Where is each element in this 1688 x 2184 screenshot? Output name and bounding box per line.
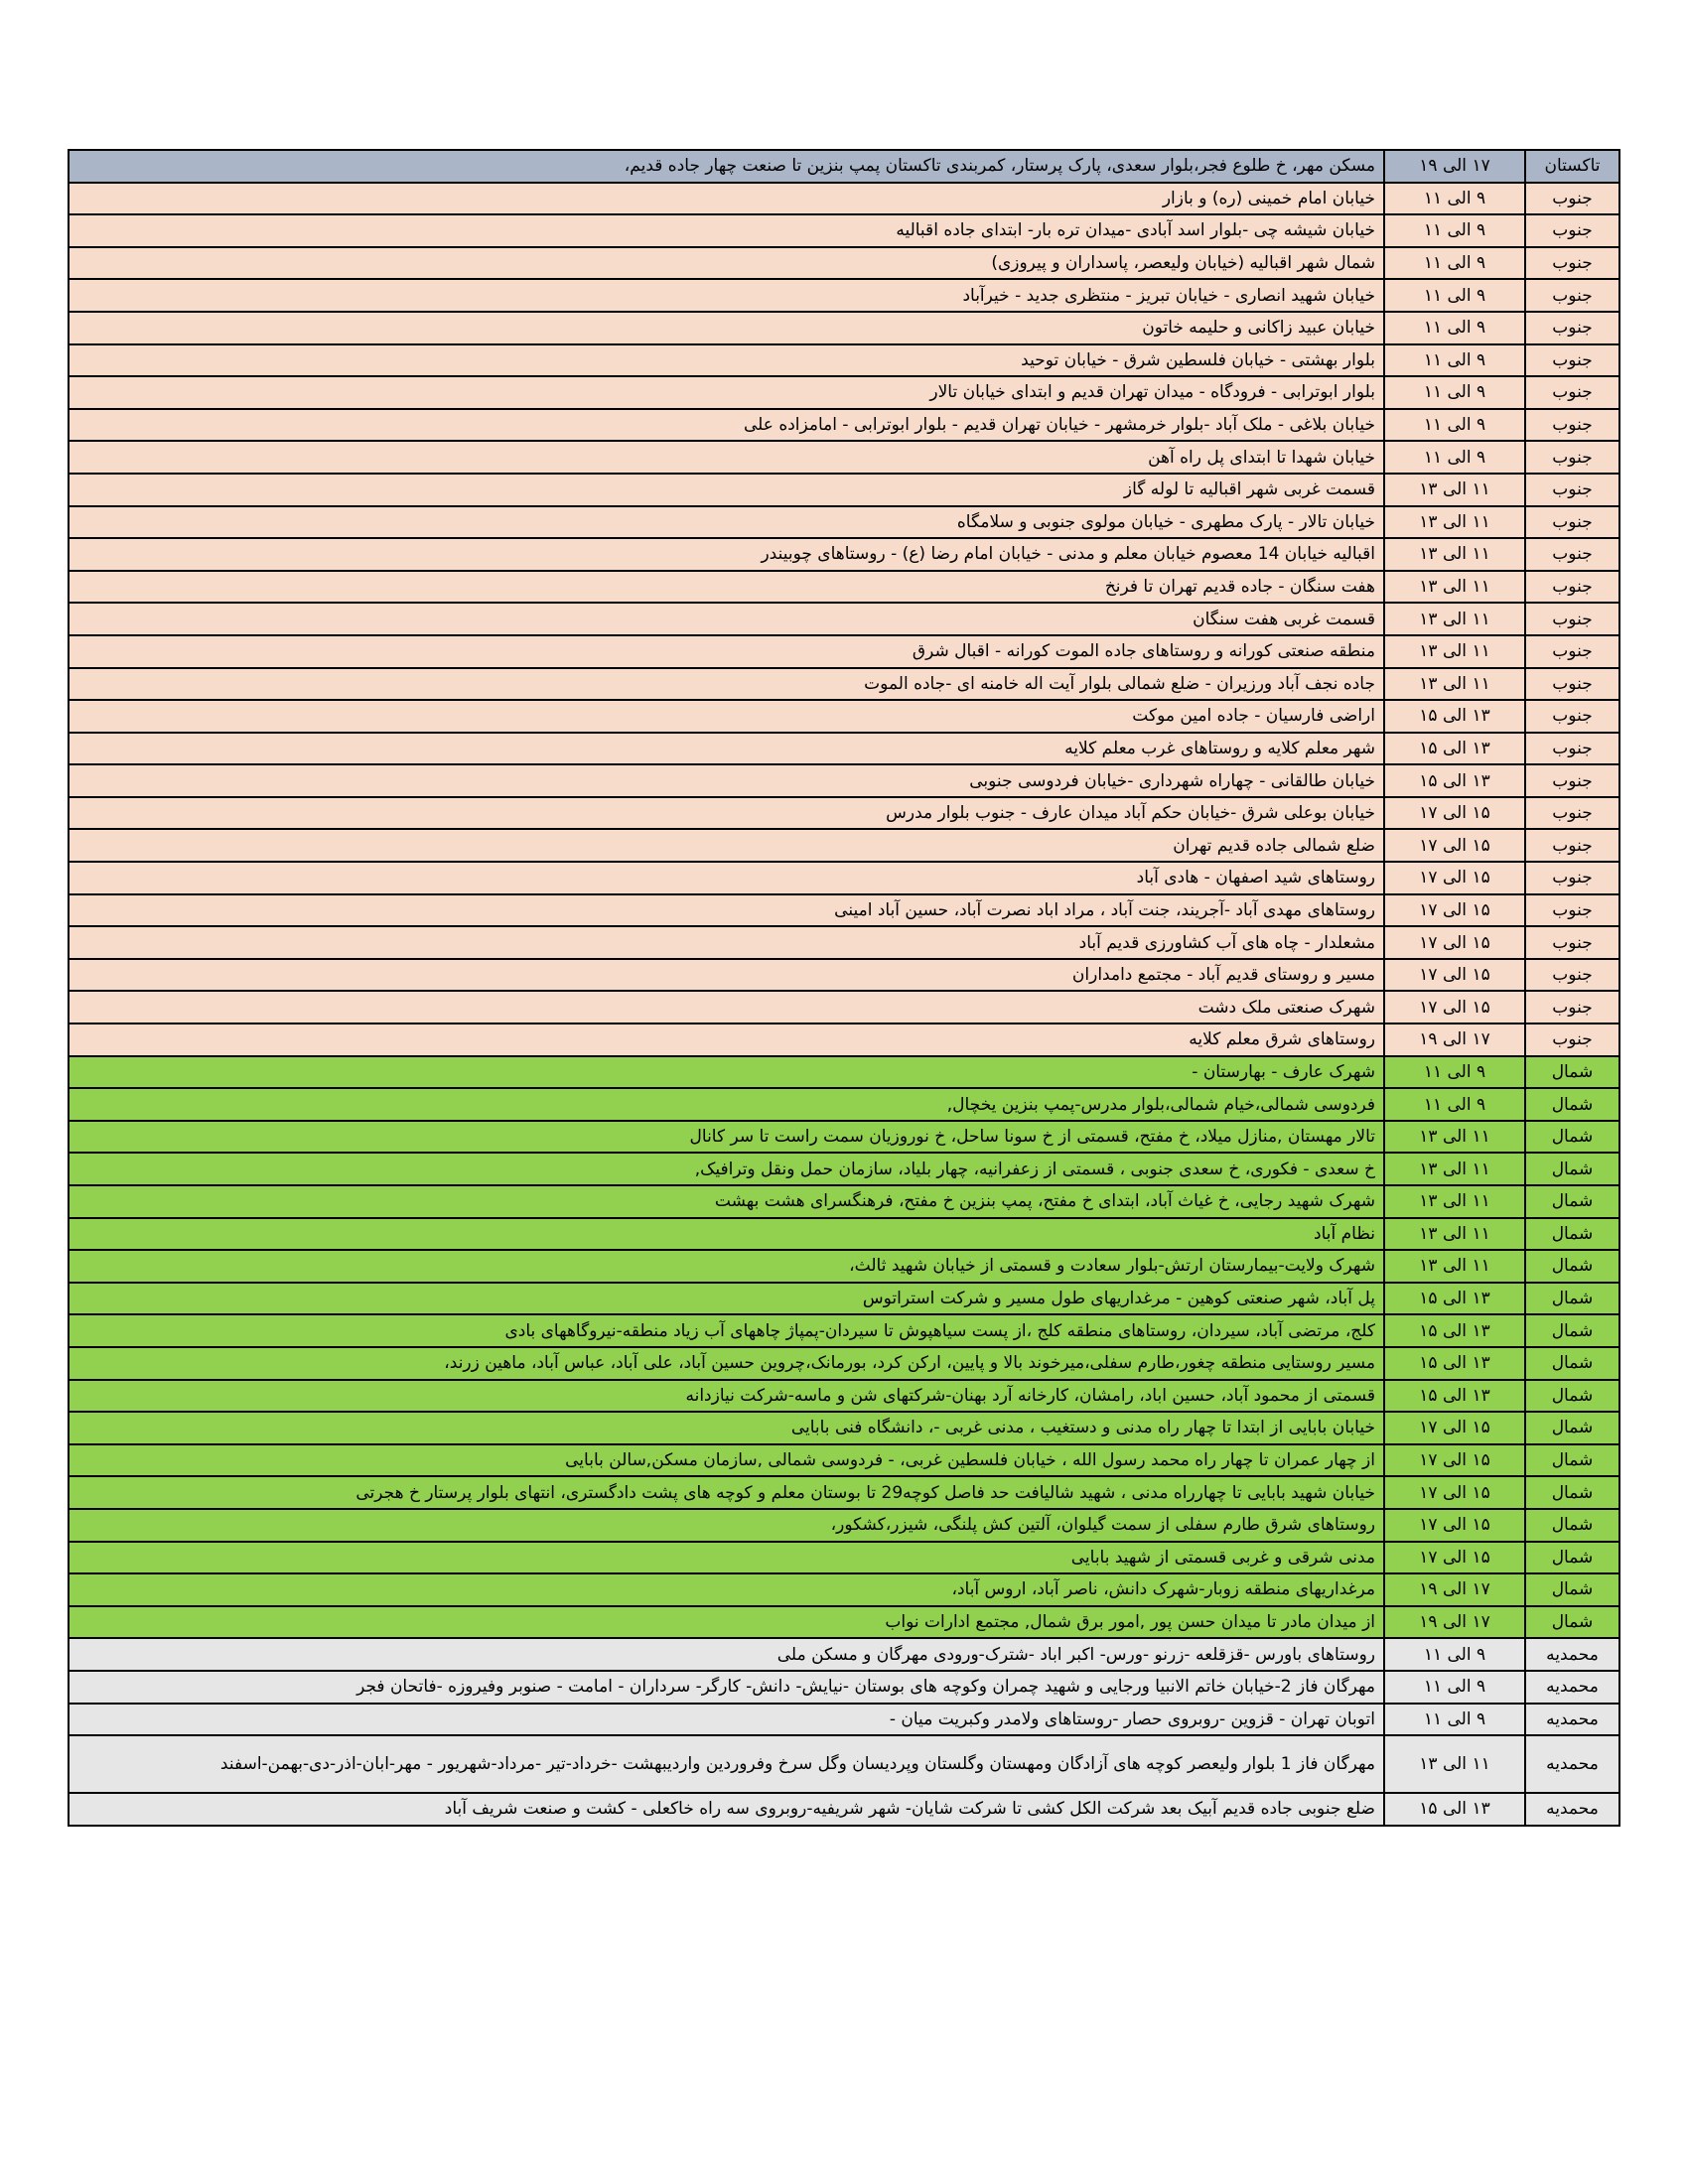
region-cell: شمال bbox=[1525, 1606, 1619, 1639]
time-cell: ۱۳ الی ۱۵ bbox=[1384, 1793, 1525, 1826]
region-cell: جنوب bbox=[1525, 733, 1619, 765]
region-cell: شمال bbox=[1525, 1476, 1619, 1509]
region-cell: جنوب bbox=[1525, 797, 1619, 830]
region-cell: جنوب bbox=[1525, 829, 1619, 862]
area-cell: خ سعدی - فکوری، خ سعدی جنوبی ، قسمتی از زعفرانیه، چهار بلیاد، سازمان حمل ونقل وترافیک, bbox=[69, 1153, 1384, 1185]
table-row bbox=[69, 894, 1619, 927]
area-cell: اراضی فارسیان - جاده امین موکت bbox=[69, 700, 1384, 733]
area-cell: اتوبان تهران - قزوین -روبروی حصار -روستاهای ولامدر وکبریت میان - bbox=[69, 1704, 1384, 1736]
region-cell: شمال bbox=[1525, 1185, 1619, 1218]
area-cell: خیابان بوعلی شرق -خیابان حکم آباد میدان عارف - جنوب بلوار مدرس bbox=[69, 797, 1384, 830]
area-cell: خیابان طالقانی - چهاراه شهرداری -خیابان فردوسی جنوبی bbox=[69, 764, 1384, 797]
time-cell: ۱۵ الی ۱۷ bbox=[1384, 862, 1525, 894]
region-cell: جنوب bbox=[1525, 700, 1619, 733]
region-cell: جنوب bbox=[1525, 538, 1619, 571]
area-cell: خیابان بابایی از ابتدا تا چهار راه مدنی و دستغیب ، مدنی غربی -، دانشگاه فنی بابایی bbox=[69, 1412, 1384, 1444]
region-cell: جنوب bbox=[1525, 862, 1619, 894]
table-row bbox=[69, 376, 1619, 409]
region-cell: جنوب bbox=[1525, 312, 1619, 344]
table-row bbox=[69, 1638, 1619, 1671]
area-cell: قسمت غربی هفت سنگان bbox=[69, 603, 1384, 635]
region-cell: جنوب bbox=[1525, 894, 1619, 927]
time-cell: ۱۳ الی ۱۵ bbox=[1384, 1380, 1525, 1413]
region-cell: شمال bbox=[1525, 1444, 1619, 1477]
time-cell: ۱۳ الی ۱۵ bbox=[1384, 1314, 1525, 1347]
region-cell: شمال bbox=[1525, 1347, 1619, 1380]
region-cell: شمال bbox=[1525, 1153, 1619, 1185]
area-cell: شهر معلم کلایه و روستاهای غرب معلم کلایه bbox=[69, 733, 1384, 765]
time-cell: ۱۱ الی ۱۳ bbox=[1384, 668, 1525, 701]
table-row bbox=[69, 1024, 1619, 1056]
time-cell: ۹ الی ۱۱ bbox=[1384, 312, 1525, 344]
time-cell: ۹ الی ۱۱ bbox=[1384, 1056, 1525, 1089]
area-cell: خیابان شهید بابایی تا چهارراه مدنی ، شهید شالیافت حد فاصل کوچه29 تا بوستان معلم و کوچه های پشت دادگستری، انتهای بلوار پرستار خ هجرتی bbox=[69, 1476, 1384, 1509]
area-cell: مسکن مهر، خ طلوع فجر،بلوار سعدی، پارک پرستار، کمربندی تاکستان پمپ بنزین تا صنعت چهار جاده قدیم، bbox=[69, 150, 1384, 183]
region-cell: محمدیه bbox=[1525, 1704, 1619, 1736]
table-row bbox=[69, 1573, 1619, 1606]
area-cell: جاده نجف آباد ورزیران - ضلع شمالی بلوار آیت اله خامنه ای -جاده الموت bbox=[69, 668, 1384, 701]
table-row bbox=[69, 506, 1619, 539]
table-row bbox=[69, 214, 1619, 247]
region-cell: جنوب bbox=[1525, 409, 1619, 442]
time-cell: ۹ الی ۱۱ bbox=[1384, 214, 1525, 247]
table-row bbox=[69, 1476, 1619, 1509]
time-cell: ۱۷ الی ۱۹ bbox=[1384, 1573, 1525, 1606]
time-cell: ۱۱ الی ۱۳ bbox=[1384, 1735, 1525, 1793]
table-row bbox=[69, 1542, 1619, 1574]
area-cell: منطقه صنعتی کورانه و روستاهای جاده الموت کورانه - اقبال شرق bbox=[69, 635, 1384, 668]
table-row bbox=[69, 183, 1619, 215]
table-row bbox=[69, 1347, 1619, 1380]
time-cell: ۹ الی ۱۱ bbox=[1384, 409, 1525, 442]
region-cell: جنوب bbox=[1525, 764, 1619, 797]
table-row bbox=[69, 926, 1619, 959]
table-row bbox=[69, 1121, 1619, 1154]
region-cell: جنوب bbox=[1525, 376, 1619, 409]
table-row bbox=[69, 1509, 1619, 1542]
time-cell: ۱۵ الی ۱۷ bbox=[1384, 1444, 1525, 1477]
region-cell: جنوب bbox=[1525, 183, 1619, 215]
area-cell: مهرگان فاز 1 بلوار ولیعصر کوچه های آزادگان ومهستان وگلستان وپردیسان وگل سرخ وفروردین واردیبهشت -خرداد-تیر -مرداد-شهریور - مهر-ابان-اذر-دی-بهمن-اسفند bbox=[69, 1735, 1384, 1793]
area-cell: شهرک عارف - بهارستان - bbox=[69, 1056, 1384, 1089]
area-cell: روستاهای مهدی آباد -آجریند، جنت آباد ، مراد اباد نصرت آباد، حسین آباد امینی bbox=[69, 894, 1384, 927]
region-cell: جنوب bbox=[1525, 344, 1619, 377]
time-cell: ۱۱ الی ۱۳ bbox=[1384, 1218, 1525, 1251]
region-cell: جنوب bbox=[1525, 603, 1619, 635]
area-cell: مسیر و روستای قدیم آباد - مجتمع دامداران bbox=[69, 959, 1384, 992]
outage-schedule-table bbox=[68, 149, 1620, 1827]
area-cell: روستاهای شرق طارم سفلی از سمت گیلوان، آلتین کش پلنگی، شیزر،کشکور، bbox=[69, 1509, 1384, 1542]
time-cell: ۱۳ الی ۱۵ bbox=[1384, 733, 1525, 765]
area-cell: روستاهای باورس -قزقلعه -زرنو -ورس- اکبر اباد -شترک-ورودی مهرگان و مسکن ملی bbox=[69, 1638, 1384, 1671]
region-cell: شمال bbox=[1525, 1088, 1619, 1121]
time-cell: ۱۱ الی ۱۳ bbox=[1384, 1185, 1525, 1218]
time-cell: ۱۵ الی ۱۷ bbox=[1384, 926, 1525, 959]
table-row bbox=[69, 797, 1619, 830]
area-cell: اقبالیه خیابان 14 معصوم خیابان معلم و مدنی - خیابان امام رضا (ع) - روستاهای چوبیندر bbox=[69, 538, 1384, 571]
time-cell: ۱۵ الی ۱۷ bbox=[1384, 1509, 1525, 1542]
area-cell: شمال شهر اقبالیه (خیابان ولیعصر، پاسداران و پیروزی) bbox=[69, 247, 1384, 280]
table-row bbox=[69, 571, 1619, 604]
table-row bbox=[69, 635, 1619, 668]
time-cell: ۱۳ الی ۱۵ bbox=[1384, 1347, 1525, 1380]
table-row bbox=[69, 409, 1619, 442]
region-cell: شمال bbox=[1525, 1573, 1619, 1606]
area-cell: روستاهای شید اصفهان - هادی آباد bbox=[69, 862, 1384, 894]
table-row bbox=[69, 991, 1619, 1024]
area-cell: مشعلدار - چاه های آب کشاورزی قدیم آباد bbox=[69, 926, 1384, 959]
area-cell: بلوار بهشتی - خیابان فلسطین شرق - خیابان توحید bbox=[69, 344, 1384, 377]
time-cell: ۱۱ الی ۱۳ bbox=[1384, 635, 1525, 668]
area-cell: خیابان شهید انصاری - خیابان تبریز - منتظری جدید - خیرآباد bbox=[69, 279, 1384, 312]
area-cell: از میدان مادر تا میدان حسن پور ,امور برق شمال, مجتمع ادارات نواب bbox=[69, 1606, 1384, 1639]
area-cell: هفت سنگان - جاده قدیم تهران تا فرنخ bbox=[69, 571, 1384, 604]
region-cell: جنوب bbox=[1525, 279, 1619, 312]
table-row bbox=[69, 474, 1619, 506]
region-cell: محمدیه bbox=[1525, 1671, 1619, 1704]
region-cell: شمال bbox=[1525, 1250, 1619, 1283]
table-row bbox=[69, 1218, 1619, 1251]
table-row bbox=[69, 1250, 1619, 1283]
time-cell: ۱۳ الی ۱۵ bbox=[1384, 700, 1525, 733]
region-cell: شمال bbox=[1525, 1380, 1619, 1413]
area-cell: خیابان شیشه چی -بلوار اسد آبادی -میدان تره بار- ابتدای جاده اقبالیه bbox=[69, 214, 1384, 247]
region-cell: تاکستان bbox=[1525, 150, 1619, 183]
area-cell: خیابان شهدا تا ابتدای پل راه آهن bbox=[69, 441, 1384, 474]
time-cell: ۱۵ الی ۱۷ bbox=[1384, 991, 1525, 1024]
time-cell: ۱۵ الی ۱۷ bbox=[1384, 959, 1525, 992]
table-row bbox=[69, 1153, 1619, 1185]
region-cell: شمال bbox=[1525, 1412, 1619, 1444]
area-cell: ضلع شمالی جاده قدیم تهران bbox=[69, 829, 1384, 862]
area-cell: مرغداریهای منطقه زوبار-شهرک دانش، ناصر آباد، اروس آباد، bbox=[69, 1573, 1384, 1606]
table-row bbox=[69, 441, 1619, 474]
area-cell: خیابان عبید زاکانی و حلیمه خاتون bbox=[69, 312, 1384, 344]
time-cell: ۱۵ الی ۱۷ bbox=[1384, 797, 1525, 830]
region-cell: محمدیه bbox=[1525, 1638, 1619, 1671]
time-cell: ۹ الی ۱۱ bbox=[1384, 1638, 1525, 1671]
table-row bbox=[69, 862, 1619, 894]
table-row bbox=[69, 1088, 1619, 1121]
time-cell: ۱۱ الی ۱۳ bbox=[1384, 474, 1525, 506]
area-cell: شهرک شهید رجایی، خ غیاث آباد، ابتدای خ مفتح، پمپ بنزین خ مفتح، فرهنگسرای هشت بهشت bbox=[69, 1185, 1384, 1218]
table-row bbox=[69, 312, 1619, 344]
time-cell: ۹ الی ۱۱ bbox=[1384, 1671, 1525, 1704]
table-row bbox=[69, 1606, 1619, 1639]
time-cell: ۹ الی ۱۱ bbox=[1384, 247, 1525, 280]
time-cell: ۱۷ الی ۱۹ bbox=[1384, 1606, 1525, 1639]
table-row bbox=[69, 344, 1619, 377]
region-cell: محمدیه bbox=[1525, 1793, 1619, 1826]
area-cell: خیابان بلاغی - ملک آباد -بلوار خرمشهر - خیابان تهران قدیم - بلوار ابوترابی - امامزاده علی bbox=[69, 409, 1384, 442]
area-cell: خیابان امام خمینی (ره) و بازار bbox=[69, 183, 1384, 215]
time-cell: ۱۳ الی ۱۵ bbox=[1384, 764, 1525, 797]
time-cell: ۹ الی ۱۱ bbox=[1384, 441, 1525, 474]
schedule-body bbox=[69, 150, 1619, 1826]
area-cell: از چهار عمران تا چهار راه محمد رسول الله ، خیابان فلسطین غربی، - فردوسی شمالی ,سازمان مسکن,سالن بابایی bbox=[69, 1444, 1384, 1477]
area-cell: قسمتی از محمود آباد، حسین اباد، رامشان، کارخانه آرد بهنان-شرکتهای شن و ماسه-شرکت نیازدانه bbox=[69, 1380, 1384, 1413]
time-cell: ۹ الی ۱۱ bbox=[1384, 344, 1525, 377]
table-row bbox=[69, 1380, 1619, 1413]
region-cell: شمال bbox=[1525, 1509, 1619, 1542]
region-cell: جنوب bbox=[1525, 991, 1619, 1024]
area-cell: پل آباد، شهر صنعتی کوهین - مرغداریهای طول مسیر و شرکت استراتوس bbox=[69, 1283, 1384, 1315]
time-cell: ۱۵ الی ۱۷ bbox=[1384, 1542, 1525, 1574]
table-row bbox=[69, 247, 1619, 280]
table-row bbox=[69, 733, 1619, 765]
table-row bbox=[69, 279, 1619, 312]
table-row bbox=[69, 603, 1619, 635]
area-cell: ضلع جنوبی جاده قدیم آبیک بعد شرکت الکل کشی تا شرکت شایان- شهر شریفیه-روبروی سه راه خاکعلی - کشت و صنعت شریف آباد bbox=[69, 1793, 1384, 1826]
region-cell: جنوب bbox=[1525, 571, 1619, 604]
table-row bbox=[69, 959, 1619, 992]
area-cell: بلوار ابوترابی - فرودگاه - میدان تهران قدیم و ابتدای خیابان تالار bbox=[69, 376, 1384, 409]
table-row bbox=[69, 829, 1619, 862]
time-cell: ۹ الی ۱۱ bbox=[1384, 376, 1525, 409]
time-cell: ۱۵ الی ۱۷ bbox=[1384, 1476, 1525, 1509]
table-row bbox=[69, 764, 1619, 797]
region-cell: جنوب bbox=[1525, 668, 1619, 701]
time-cell: ۱۵ الی ۱۷ bbox=[1384, 894, 1525, 927]
area-cell: نظام آباد bbox=[69, 1218, 1384, 1251]
region-cell: محمدیه bbox=[1525, 1735, 1619, 1793]
table-row bbox=[69, 538, 1619, 571]
time-cell: ۱۵ الی ۱۷ bbox=[1384, 829, 1525, 862]
region-cell: جنوب bbox=[1525, 635, 1619, 668]
area-cell: کلج، مرتضی آباد، سیردان، روستاهای منطقه کلج ،از پست سیاهپوش تا سیردان-پمپاژ چاههای آب زیاد منطقه-نیروگاههای بادی bbox=[69, 1314, 1384, 1347]
region-cell: جنوب bbox=[1525, 214, 1619, 247]
region-cell: جنوب bbox=[1525, 926, 1619, 959]
region-cell: جنوب bbox=[1525, 441, 1619, 474]
time-cell: ۱۱ الی ۱۳ bbox=[1384, 1153, 1525, 1185]
region-cell: شمال bbox=[1525, 1542, 1619, 1574]
area-cell: مسیر روستایی منطقه چغور،طارم سفلی،میرخوند بالا و پایین، ارکن کرد، بورمانک،چروین حسین آباد، علی آباد، عباس آباد، ماهین زرند، bbox=[69, 1347, 1384, 1380]
region-cell: شمال bbox=[1525, 1283, 1619, 1315]
time-cell: ۱۱ الی ۱۳ bbox=[1384, 1121, 1525, 1154]
table-row bbox=[69, 1735, 1619, 1793]
table-row bbox=[69, 1412, 1619, 1444]
area-cell: مهرگان فاز 2-خیابان خاتم الانبیا ورجایی و شهید چمران وکوچه های بوستان -نیایش- دانش- کارگر- سرداران - امامت - صنوبر وفیروزه -فاتحان فجر bbox=[69, 1671, 1384, 1704]
region-cell: جنوب bbox=[1525, 506, 1619, 539]
time-cell: ۹ الی ۱۱ bbox=[1384, 279, 1525, 312]
region-cell: جنوب bbox=[1525, 959, 1619, 992]
time-cell: ۹ الی ۱۱ bbox=[1384, 183, 1525, 215]
time-cell: ۱۱ الی ۱۳ bbox=[1384, 603, 1525, 635]
region-cell: شمال bbox=[1525, 1314, 1619, 1347]
region-cell: جنوب bbox=[1525, 474, 1619, 506]
table-row bbox=[69, 1283, 1619, 1315]
area-cell: شهرک ولایت-بیمارستان ارتش-بلوار سعادت و قسمتی از خیابان شهید ثالث، bbox=[69, 1250, 1384, 1283]
time-cell: ۱۷ الی ۱۹ bbox=[1384, 1024, 1525, 1056]
region-cell: جنوب bbox=[1525, 247, 1619, 280]
table-row bbox=[69, 1671, 1619, 1704]
table-row bbox=[69, 668, 1619, 701]
table-row bbox=[69, 1056, 1619, 1089]
table-row bbox=[69, 150, 1619, 183]
time-cell: ۱۵ الی ۱۷ bbox=[1384, 1412, 1525, 1444]
region-cell: شمال bbox=[1525, 1056, 1619, 1089]
table-row bbox=[69, 700, 1619, 733]
time-cell: ۱۳ الی ۱۵ bbox=[1384, 1283, 1525, 1315]
table-row bbox=[69, 1444, 1619, 1477]
time-cell: ۱۱ الی ۱۳ bbox=[1384, 571, 1525, 604]
area-cell: فردوسی شمالی،خیام شمالی،بلوار مدرس-پمپ بنزین یخچال, bbox=[69, 1088, 1384, 1121]
area-cell: شهرک صنعتی ملک دشت bbox=[69, 991, 1384, 1024]
table-row bbox=[69, 1704, 1619, 1736]
area-cell: قسمت غربی شهر اقبالیه تا لوله گاز bbox=[69, 474, 1384, 506]
table-row bbox=[69, 1793, 1619, 1826]
region-cell: شمال bbox=[1525, 1121, 1619, 1154]
time-cell: ۱۱ الی ۱۳ bbox=[1384, 506, 1525, 539]
area-cell: روستاهای شرق معلم کلایه bbox=[69, 1024, 1384, 1056]
time-cell: ۱۷ الی ۱۹ bbox=[1384, 150, 1525, 183]
time-cell: ۹ الی ۱۱ bbox=[1384, 1704, 1525, 1736]
region-cell: جنوب bbox=[1525, 1024, 1619, 1056]
time-cell: ۱۱ الی ۱۳ bbox=[1384, 538, 1525, 571]
area-cell: خیابان تالار - پارک مطهری - خیابان مولوی جنوبی و سلامگاه bbox=[69, 506, 1384, 539]
area-cell: مدنی شرقی و غربی قسمتی از شهید بابایی bbox=[69, 1542, 1384, 1574]
time-cell: ۱۱ الی ۱۳ bbox=[1384, 1250, 1525, 1283]
time-cell: ۹ الی ۱۱ bbox=[1384, 1088, 1525, 1121]
table-row bbox=[69, 1185, 1619, 1218]
table-row bbox=[69, 1314, 1619, 1347]
area-cell: تالار مهستان ,منازل میلاد، خ مفتح، قسمتی از خ سونا ساحل، خ نوروزیان سمت راست تا سر کانال bbox=[69, 1121, 1384, 1154]
region-cell: شمال bbox=[1525, 1218, 1619, 1251]
